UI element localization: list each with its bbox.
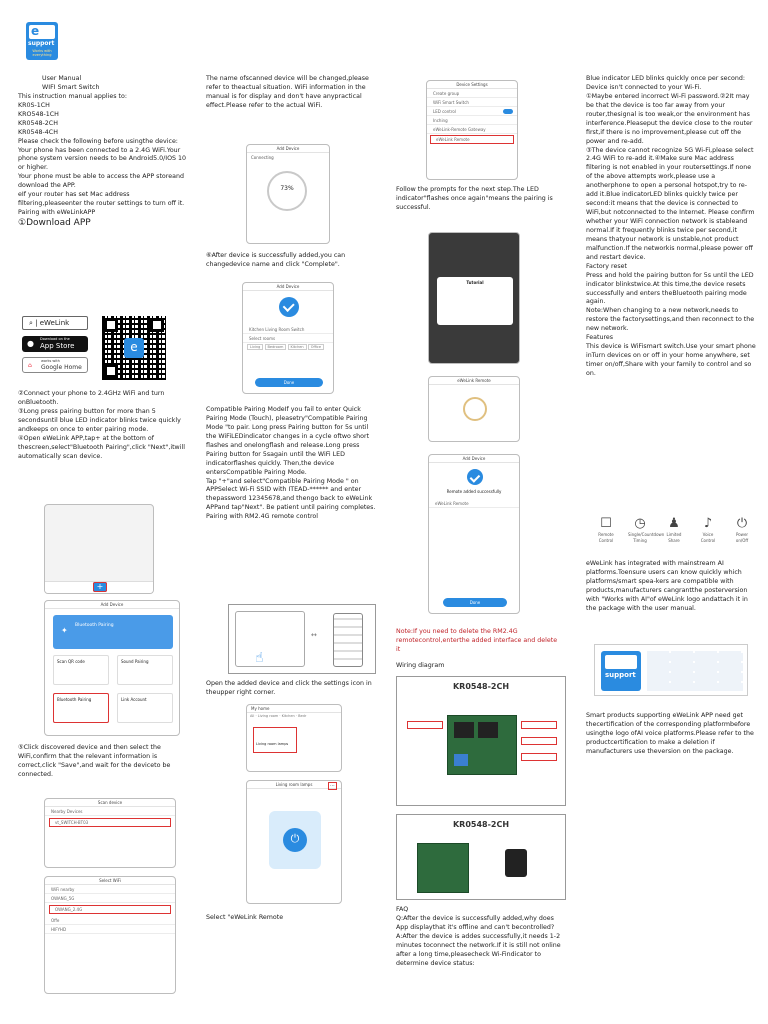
phone-remote-added bbox=[428, 454, 520, 614]
diagram-1-title: KR0548-2CH bbox=[452, 682, 510, 691]
ai-platforms-block bbox=[586, 560, 756, 614]
done-button[interactable]: Done bbox=[443, 598, 507, 607]
apple-icon: ● bbox=[27, 339, 34, 348]
power-tile[interactable] bbox=[269, 811, 321, 869]
feature-label: Power on/Off bbox=[735, 532, 749, 543]
step-5: ⑤Click discovered device and then select the WiFi,confirm that the relevant information is correct,click "Save",and wait for the deviceto be connected. bbox=[18, 744, 171, 778]
feature-label: Voice Control bbox=[700, 532, 716, 543]
follow-prompts-text: Follow the prompts for the next step.The LED indicator"flashes once again"means the pairing is successful. bbox=[396, 186, 553, 211]
phone-device-control bbox=[246, 780, 342, 904]
phone-home-screen bbox=[44, 504, 154, 594]
arrow-icon: ↔ bbox=[311, 631, 317, 639]
app-store-small: Download on the bbox=[40, 337, 70, 341]
remote-added-text: Remote added successfully bbox=[446, 489, 502, 494]
feature-voice bbox=[696, 516, 720, 543]
home-tab[interactable]: Bedr bbox=[298, 714, 307, 718]
model-4: KR0548-4CH bbox=[18, 128, 58, 136]
faq-block bbox=[396, 906, 568, 969]
wifi-row-0: WiFi nearby bbox=[45, 885, 175, 894]
diagram-2-title: KR0548-2CH bbox=[452, 820, 510, 829]
intro-text bbox=[18, 75, 188, 230]
room-chip[interactable]: Kitchen bbox=[288, 344, 307, 350]
bt-option-text: Bluetooth Pairing bbox=[57, 697, 92, 702]
features-heading: Features bbox=[586, 334, 614, 342]
not-connected: Device isn't connected to your Wi-Fi. bbox=[586, 83, 702, 91]
brand-logo bbox=[26, 22, 58, 60]
room-chip[interactable]: Living bbox=[247, 344, 263, 350]
wifi-row-2[interactable]: OWANG_2.4G bbox=[49, 905, 171, 914]
feature-power bbox=[730, 516, 754, 543]
sound-pairing-text: Sound Pairing bbox=[121, 659, 149, 664]
device-tile[interactable] bbox=[253, 727, 297, 753]
delete-note-text: Note:If you need to delete the RM2.4G remotecontrol,enterthe added interface and delete it bbox=[396, 628, 558, 653]
timer-icon: ◷ bbox=[634, 516, 646, 531]
toggle-switch[interactable] bbox=[503, 109, 513, 114]
feature-remote-control bbox=[594, 516, 618, 543]
relay-board-2 bbox=[417, 843, 469, 893]
feature-label: Remote Control bbox=[598, 532, 614, 543]
microphone-icon: ♪ bbox=[703, 516, 713, 531]
pairing-heading: Pairing with eWeLinkAPP bbox=[18, 209, 96, 217]
search-icon: ⌕ bbox=[29, 319, 33, 327]
ewelink-qr-logo: e bbox=[124, 338, 144, 358]
model-2: KRO548-1CH bbox=[18, 110, 59, 118]
scan-qr-text: Scan QR code bbox=[57, 659, 85, 664]
relay-board bbox=[447, 715, 517, 775]
bt-pairing-option[interactable] bbox=[53, 693, 109, 723]
remote-pairing-illustration bbox=[228, 604, 376, 674]
step-4: ④Open eWeLink APP,tap+ at the bottom of thescreen,select"Bluetooth Pairing",click "Next",itwill automatically scan device. bbox=[18, 434, 185, 460]
manual-title: User Manual bbox=[42, 75, 82, 82]
led-control-label: LED control bbox=[433, 109, 456, 114]
applies-to: This instruction manual applies to: bbox=[18, 92, 127, 100]
select-wifi-bar: Select WiFi bbox=[45, 877, 175, 885]
phone-device-added bbox=[242, 282, 334, 394]
works-with-logo bbox=[601, 651, 641, 691]
scan-name-note: The name ofscanned device will be changed,please refer to theactual situation. WiFi information in the manual is for display and don't have anypractical effect.Please refer to the actual WiFi. bbox=[206, 75, 369, 109]
scan-device-bar: Scan device bbox=[45, 799, 175, 807]
success-check-icon-2 bbox=[467, 469, 483, 485]
requirement-2: Your phone must be able to access the APP storeand download the APP. bbox=[18, 173, 184, 190]
complete-button[interactable]: Done bbox=[255, 378, 323, 387]
feature-share bbox=[662, 516, 686, 543]
steps-2-4 bbox=[18, 390, 188, 462]
wiring-heading: Wiring diagram bbox=[396, 662, 445, 669]
wiring-heading-block bbox=[396, 662, 568, 671]
app-store-label: App Store bbox=[40, 342, 75, 350]
power-adapter-icon bbox=[505, 849, 527, 877]
wifi-row-1[interactable]: OWANG_5G bbox=[45, 894, 175, 903]
google-small: works with bbox=[41, 359, 60, 363]
phone-icon: ☐ bbox=[600, 516, 612, 531]
remote-name-field[interactable]: eWeLink Remote bbox=[429, 499, 519, 508]
remote-bar: eWeLink Remote bbox=[429, 377, 519, 385]
model-3: KR0548-2CH bbox=[18, 119, 58, 127]
badge-logo-sub: support bbox=[605, 671, 636, 679]
device-tile-name: Living room lamps bbox=[256, 742, 289, 746]
faq-question: Q:After the device is successfully added,why does App displaythat it's offline and can't becontrolled? bbox=[396, 914, 555, 931]
compatible-mode-block bbox=[206, 406, 376, 522]
feature-icons bbox=[586, 516, 756, 548]
bluetooth-icon: ✦ bbox=[61, 626, 68, 635]
wiring-diagram-2 bbox=[396, 814, 566, 900]
connecting-label: Connecting bbox=[251, 155, 274, 160]
bt-pairing-text: Bluetooth Pairing bbox=[75, 623, 114, 628]
remote-control-icon bbox=[333, 613, 363, 667]
bt-pairing-banner[interactable] bbox=[53, 615, 173, 649]
blue-led-once: Blue indicator LED blinks quickly once per second: bbox=[586, 75, 745, 82]
scan-qr-option[interactable] bbox=[53, 655, 109, 685]
added-bar: Add Device bbox=[243, 283, 333, 291]
settings-row[interactable]: eWeLink-Remote Gateway bbox=[427, 125, 517, 134]
wiring-diagram-1 bbox=[396, 676, 566, 806]
google-home-icon: ⌂ bbox=[28, 362, 32, 369]
my-home-bar: My home bbox=[247, 705, 341, 713]
certification-text: Smart products supporting eWeLink APP need get thecertification of the corresponding platformbefore usingthe logo ofAI voice platforms.Please refer to the productcertification to make a deletion if manufacturers use theversion on the package. bbox=[586, 712, 754, 755]
link-account-text: Link Account bbox=[121, 697, 147, 702]
lamp-title-bar bbox=[247, 781, 341, 789]
lamp-title: Living room lamps bbox=[275, 782, 313, 787]
works-with-badge bbox=[594, 644, 748, 696]
found-device-row[interactable]: vt_SWITCH-BT03 bbox=[49, 818, 171, 827]
feature-label: Limited Share bbox=[666, 532, 682, 543]
google-home-badge[interactable] bbox=[22, 357, 88, 373]
remote-power-icon[interactable] bbox=[463, 397, 487, 421]
platform-logos bbox=[647, 651, 743, 691]
add-plus-button[interactable]: + bbox=[93, 582, 107, 592]
power-icon: ⏻ bbox=[736, 516, 748, 531]
phone-tutorial bbox=[428, 232, 520, 364]
adding-bar: Add Device bbox=[247, 145, 329, 153]
select-remote-text: Select "eWeLink Remote bbox=[206, 914, 284, 921]
col2-intro bbox=[206, 75, 376, 111]
logo-tag: Works with everything bbox=[32, 49, 52, 58]
phone-select-wifi bbox=[44, 876, 176, 994]
settings-row[interactable] bbox=[427, 107, 517, 116]
power-icon: ⏻ bbox=[283, 828, 307, 852]
settings-bar: Device Settings bbox=[427, 81, 517, 89]
nearby-devices-row: Nearby Devices bbox=[45, 807, 175, 816]
new-network-note: Note:When changing to a new network,needs to restore the factorysettings,and then reconnect to the new network. bbox=[586, 307, 755, 333]
settings-row[interactable]: Inching bbox=[427, 116, 517, 125]
search-text: eWeLink bbox=[39, 319, 70, 327]
hand-press-icon: ☝ bbox=[255, 650, 264, 666]
phone-scan-device bbox=[44, 798, 176, 868]
manual-subtitle: WIFI Smart Switch bbox=[42, 83, 100, 91]
select-remote-block bbox=[206, 914, 376, 923]
progress-percent: 73% bbox=[280, 185, 294, 192]
home-tabs: All · Living room · Kitchen · Bedr bbox=[250, 714, 307, 718]
cause-1-2: ①Maybe entered incorrect Wi-Fi password.②2It may be that the device is too far away from your router,thesignal is too weak,or the environment has interference.Pleaseput the device close to the router first,if there is no improvement,please cut off the power and re-add. bbox=[586, 92, 753, 145]
step-6-block bbox=[206, 252, 376, 270]
features-text: This device is WiFismart switch.Use your smart phone inTurn devices on or off in your home anywhere, set timer on/off,Share with your family to control and so on. bbox=[586, 343, 756, 377]
check-text: Please check the following before usingthe device: bbox=[18, 137, 178, 145]
tutorial-dialog bbox=[437, 277, 513, 325]
add-device-bar-2: Add Device bbox=[429, 455, 519, 463]
link-account-option[interactable] bbox=[117, 693, 173, 723]
faq-answer: A:After the device is addes successfully,it needs 1-2 minutes toconnect the network.If it is still not online after a long time,pleasecheck Wi-Findicator to determine device status: bbox=[396, 932, 561, 967]
share-icon: ♟ bbox=[668, 516, 680, 531]
app-store-badge[interactable] bbox=[22, 336, 88, 352]
step-3: ③Long press pairing button for more than 5 secondsuntil blue LED indicator blinks twice quickly andkeeps on once to enter pairing mode. bbox=[18, 407, 181, 433]
phone-device-settings bbox=[426, 80, 518, 180]
certification-block bbox=[586, 712, 756, 757]
settings-icon-block bbox=[206, 680, 376, 698]
ewelink-search-box[interactable]: ⌕ | eWeLink bbox=[22, 316, 88, 330]
app-download-area bbox=[18, 316, 188, 380]
ewelink-remote-row[interactable]: eWeLink Remote bbox=[430, 135, 514, 144]
rm-remote-heading: Pairing with RM2.4G remote control bbox=[206, 513, 318, 521]
col3-follow bbox=[396, 186, 568, 213]
settings-icon[interactable]: ⋯ bbox=[330, 783, 335, 789]
home-tab[interactable]: Kitchen bbox=[281, 714, 295, 718]
phone-connecting bbox=[246, 144, 330, 244]
step-2: ②Connect your phone to 2.4GHz WiFi and turn onBluetooth. bbox=[18, 390, 165, 406]
home-tab[interactable]: Living room bbox=[257, 714, 279, 718]
wifi-row-3[interactable]: Offe bbox=[45, 916, 175, 925]
phone-remote-screen bbox=[428, 376, 520, 442]
troubleshooting-block bbox=[586, 75, 756, 379]
tutorial-title: Tutorial bbox=[466, 280, 484, 285]
room-chips bbox=[243, 343, 333, 352]
step-6: ⑥After device is successfully added,you can changedevice name and click "Complete". bbox=[206, 252, 346, 268]
sound-pairing-option[interactable] bbox=[117, 655, 173, 685]
settings-row[interactable]: WiFi Smart Switch bbox=[427, 98, 517, 107]
wifi-row-4[interactable]: HIFYHD bbox=[45, 925, 175, 934]
delete-note bbox=[396, 628, 558, 655]
factory-reset-heading: Factory reset bbox=[586, 262, 627, 270]
compatible-mode-app-text: Tap "+"and select"Compatible Pairing Mode " on APPSelect Wi-Fi SSID with ITEAD-****** and enter thepassword 12345678,and thengo back to eWeLink APPand tap"Next". Be patient until pairing completes. bbox=[206, 477, 376, 512]
requirement-1: Your phone has been connected to a 2.4G WiFi.Your phone system version needs to be Android5.0/IOS 10 or higher. bbox=[18, 146, 187, 172]
qr-code bbox=[102, 316, 166, 380]
select-rooms-label: Select rooms bbox=[243, 334, 333, 343]
ai-platforms-text: eWeLink has integrated with mainstream AI platforms.Toensure users can know quickly which platforms/smart spea-kers are compatible with products,manufacturers cangrantthe posterversion with "Works with AI"of eWeLink logo andattach it in the package with the user manual. bbox=[586, 560, 748, 612]
add-device-bar: Add Device bbox=[45, 601, 179, 609]
google-label: Google Home bbox=[41, 364, 82, 371]
feature-label: Single/Countdown Timing bbox=[628, 532, 665, 543]
success-check-icon bbox=[279, 297, 299, 317]
phone-add-device bbox=[44, 600, 180, 736]
phone-my-home bbox=[246, 704, 342, 772]
logo-letter: e bbox=[31, 24, 40, 38]
step-5-block bbox=[18, 744, 188, 780]
cause-3-4: ③The device cannot recognize 5G Wi-Fi,please select 2.4G WiFi to re-add it.④Make sure Mac address filtering is not enabled in your routersettings.If none of the above attempts work,please use a anotherphone to open a personal hotspot,try to re-add it.Blue indicatorLED blinks quickly twice per second:it means that the device is connected to WiFi,but notconnected to the Internet. Please confirm whether your WiFi connection network is stableand normal.If it frequently blinks twice per second,it means thatyour network is unstable,not product malfunction.If the networkis normal,please power off and restart device. bbox=[586, 146, 755, 261]
requirement-3: eIf your router has set Mac address filtering,pleaseenter the router settings to turn off it. bbox=[18, 191, 185, 208]
model-1: KR0S-1CH bbox=[18, 101, 50, 109]
room-chip[interactable]: Bedroom bbox=[265, 344, 287, 350]
logo-sub: support bbox=[28, 40, 55, 47]
open-device-text: Open the added device and click the settings icon in theupper right corner. bbox=[206, 680, 372, 696]
compatible-mode-text: Compatible Pairing ModeIf you fail to enter Quick Pairing Mode (Touch), pleasetry"Compatible Pairing Mode "to pair. Long press Pairing button for 5s until the WiFiLEDindicator changes in a cycle oftwo short flashes and onelongflash and release.Long press Pairing button for 5sagain until the WiFi LED indicatorflashes quickly. Then,the device entersCompatible Pairing Mode. bbox=[206, 406, 370, 476]
factory-reset-text: Press and hold the pairing button for 5s until the LED indicator blinkstwice.At this time,the device resets successfully and enters theBluetooth pairing mode again. bbox=[586, 271, 754, 306]
feature-timing bbox=[628, 516, 665, 543]
settings-row[interactable]: Create group bbox=[427, 89, 517, 98]
faq-heading: FAQ bbox=[396, 906, 409, 913]
download-heading: ①Download APP bbox=[18, 218, 91, 228]
room-chip[interactable]: Office bbox=[308, 344, 324, 350]
home-tab[interactable]: All bbox=[250, 714, 255, 718]
device-name-field[interactable]: Kitchen Living Room Switch bbox=[243, 325, 333, 334]
